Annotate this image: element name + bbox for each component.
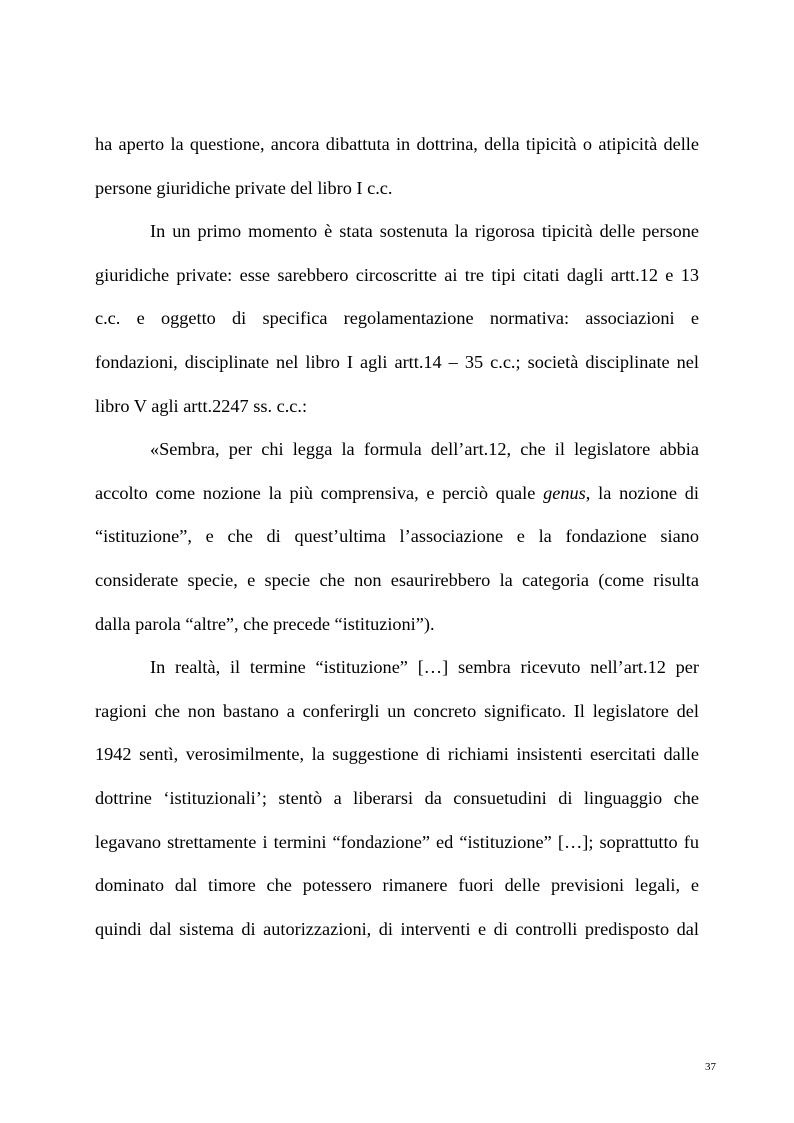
quote-line xyxy=(95,475,699,519)
italic-term: genus xyxy=(543,482,586,503)
text-line: ha aperto la questione, ancora dibattuta in dottrina, della tipicità o atipicità delle xyxy=(95,134,699,154)
quote-line: considerate specie, e specie che non esaurirebbero la categoria (come risulta xyxy=(95,569,699,590)
quote-text: accolto come nozione la più comprensiva, e perciò quale xyxy=(95,482,544,503)
quote-line: «Sembra, per chi legga la formula dell’art.12, che il legislatore abbia xyxy=(150,439,699,460)
quote-line: dalla parola “altre”, che precede “istituzioni”). xyxy=(95,613,435,634)
text-line: c.c. e oggetto di specifica regolamentazione normativa: associazioni e xyxy=(95,308,699,329)
quote-text: , la nozione di xyxy=(585,482,699,503)
quote-line: In realtà, il termine “istituzione” […] sembra ricevuto nell’art.12 per xyxy=(150,657,699,678)
text-line: fondazioni, disciplinate nel libro I agli artt.14 – 35 c.c.; società disciplinate nel xyxy=(95,351,699,372)
quote-line: dottrine ‘istituzionali’; stentò a liberarsi da consuetudini di linguaggio che xyxy=(95,787,699,808)
page-number: 37 xyxy=(705,1061,716,1073)
body-text xyxy=(95,126,699,954)
quote-line: legavano strettamente i termini “fondazione” ed “istituzione” […]; soprattutto fu xyxy=(95,831,699,852)
quote-line: 1942 sentì, verosimilmente, la suggestione di richiami insistenti esercitati dalle xyxy=(95,744,699,765)
quote-line: dominato dal timore che potessero rimanere fuori delle previsioni legali, e xyxy=(95,875,699,896)
quote-line: “istituzione”, e che di quest’ultima l’associazione e la fondazione siano xyxy=(95,526,699,547)
quote-line: ragioni che non bastano a conferirgli un concreto significato. Il legislatore del xyxy=(95,700,699,721)
text-line: giuridiche private: esse sarebbero circoscritte ai tre tipi citati dagli artt.12 e 13 xyxy=(95,264,699,285)
text-line: persone giuridiche private del libro I c.c. xyxy=(95,177,393,198)
text-line: In un primo momento è stata sostenuta la rigorosa tipicità delle persone xyxy=(150,221,699,242)
quote-line: quindi dal sistema di autorizzazioni, di interventi e di controlli predisposto dal xyxy=(95,918,699,939)
text-line: libro V agli artt.2247 ss. c.c.: xyxy=(95,395,308,416)
